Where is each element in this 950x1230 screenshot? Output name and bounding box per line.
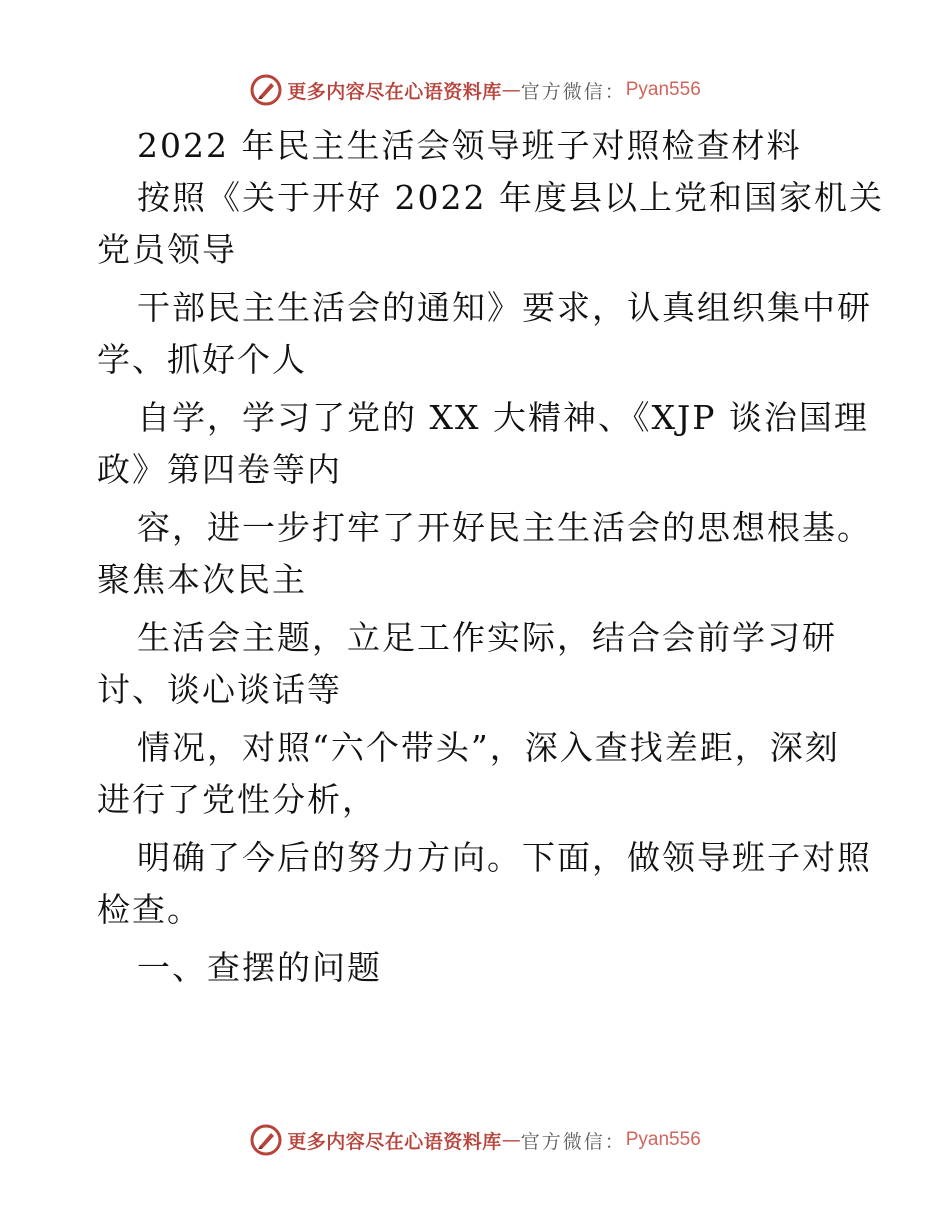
watermark-dash: —	[501, 79, 521, 101]
paragraph-line: 政》第四卷等内	[97, 450, 342, 489]
header-watermark	[0, 70, 950, 110]
paragraph-line: 生活会主题，立足工作实际，结合会前学习研	[137, 618, 837, 657]
pen-nib-logo-icon	[249, 73, 283, 107]
paragraph-line: 学、抓好个人	[97, 340, 307, 379]
watermark-site-text: 更多内容尽在心语资料库	[287, 1130, 502, 1153]
watermark-dash: —	[501, 1129, 521, 1151]
footer-watermark	[0, 1120, 950, 1160]
paragraph-line: 按照《关于开好 2022 年度县以上党和国家机关	[137, 178, 884, 217]
watermark-wechat-label: 官方微信：	[520, 80, 626, 103]
paragraph-line: 自学，学习了党的 XX 大精神、《XJP 谈治国理	[137, 398, 869, 437]
paragraph-line: 干部民主生活会的通知》要求，认真组织集中研	[137, 288, 872, 327]
paragraph-line: 进行了党性分析，	[97, 780, 377, 819]
pen-nib-logo-icon	[249, 1123, 283, 1157]
paragraph-line: 容，进一步打牢了开好民主生活会的思想根基。	[137, 508, 872, 547]
document-body	[97, 120, 884, 994]
paragraph-line: 聚焦本次民主	[97, 560, 307, 599]
document-title: 2022 年民主生活会领导班子对照检查材料	[137, 126, 802, 165]
paragraph-line: 检查。	[97, 890, 202, 929]
watermark-site-text: 更多内容尽在心语资料库	[287, 80, 502, 103]
watermark-wechat-id: Pyan556	[625, 79, 701, 100]
watermark-wechat-id: Pyan556	[625, 1129, 701, 1150]
paragraph-line: 明确了今后的努力方向。下面，做领导班子对照	[137, 838, 872, 877]
paragraph-line: 讨、谈心谈话等	[97, 670, 342, 709]
section-heading: 一、查摆的问题	[137, 948, 382, 987]
paragraph-line: 情况，对照“六个带头”，深入查找差距，深刻	[137, 728, 840, 767]
paragraph-line: 党员领导	[97, 230, 237, 269]
watermark-wechat-label: 官方微信：	[520, 1130, 626, 1153]
